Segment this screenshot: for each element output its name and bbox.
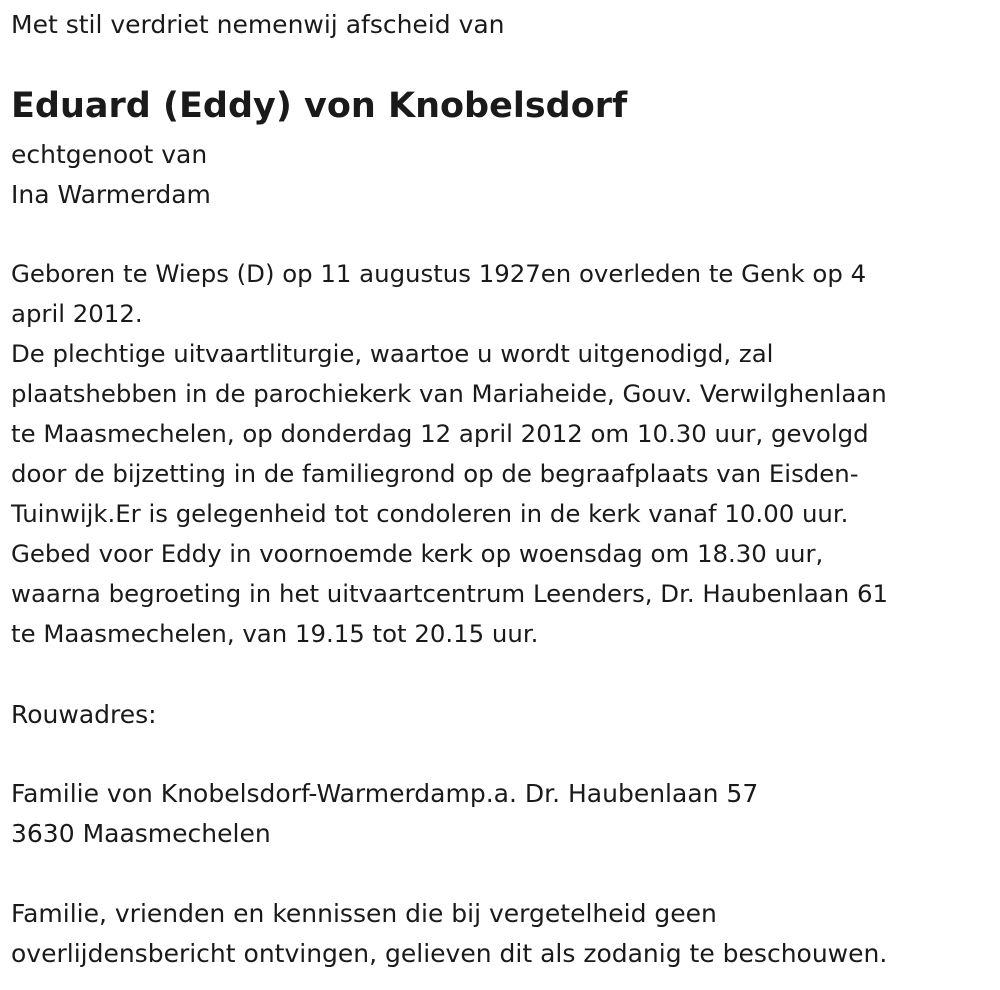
address-city: 3630 Maasmechelen	[11, 819, 271, 848]
funeral-details	[11, 254, 986, 654]
body-line: waarna begroeting in het uitvaartcentrum Leenders, Dr. Haubenlaan 61	[11, 579, 888, 608]
closing-line: Familie, vrienden en kennissen die bij vergetelheid geen	[11, 899, 717, 928]
closing-line: overlijdensbericht ontvingen, gelieven dit als zodanig te beschouwen.	[11, 939, 888, 968]
body-line: door de bijzetting in de familiegrond op de begraafplaats van Eisden-	[11, 459, 859, 488]
spouse-label: echtgenoot van	[11, 140, 208, 169]
body-line: Tuinwijk.Er is gelegenheid tot condoleren in de kerk vanaf 10.00 uur.	[11, 499, 849, 528]
address-line: Familie von Knobelsdorf-Warmerdamp.a. Dr. Haubenlaan 57	[11, 779, 759, 808]
body-line: plaatshebben in de parochiekerk van Mariaheide, Gouv. Verwilghenlaan	[11, 379, 887, 408]
spouse-name: Ina Warmerdam	[11, 180, 211, 209]
rouwadres-label: Rouwadres:	[11, 700, 157, 729]
closing-note	[11, 894, 887, 974]
mourning-address	[11, 774, 758, 854]
body-line: Geboren te Wieps (D) op 11 augustus 1927en overleden te Genk op 4	[11, 259, 867, 288]
intro-text: Met stil verdriet nemenwij afscheid van	[11, 10, 505, 39]
body-line: De plechtige uitvaartliturgie, waartoe u wordt uitgenodigd, zal	[11, 339, 774, 368]
body-line: Gebed voor Eddy in voornoemde kerk op woensdag om 18.30 uur,	[11, 539, 824, 568]
body-line: te Maasmechelen, op donderdag 12 april 2012 om 10.30 uur, gevolgd	[11, 419, 869, 448]
body-line: april 2012.	[11, 299, 143, 328]
body-line: te Maasmechelen, van 19.15 tot 20.15 uur.	[11, 619, 539, 648]
spouse-block	[11, 135, 211, 215]
deceased-name: Eduard (Eddy) von Knobelsdorf	[11, 86, 628, 126]
